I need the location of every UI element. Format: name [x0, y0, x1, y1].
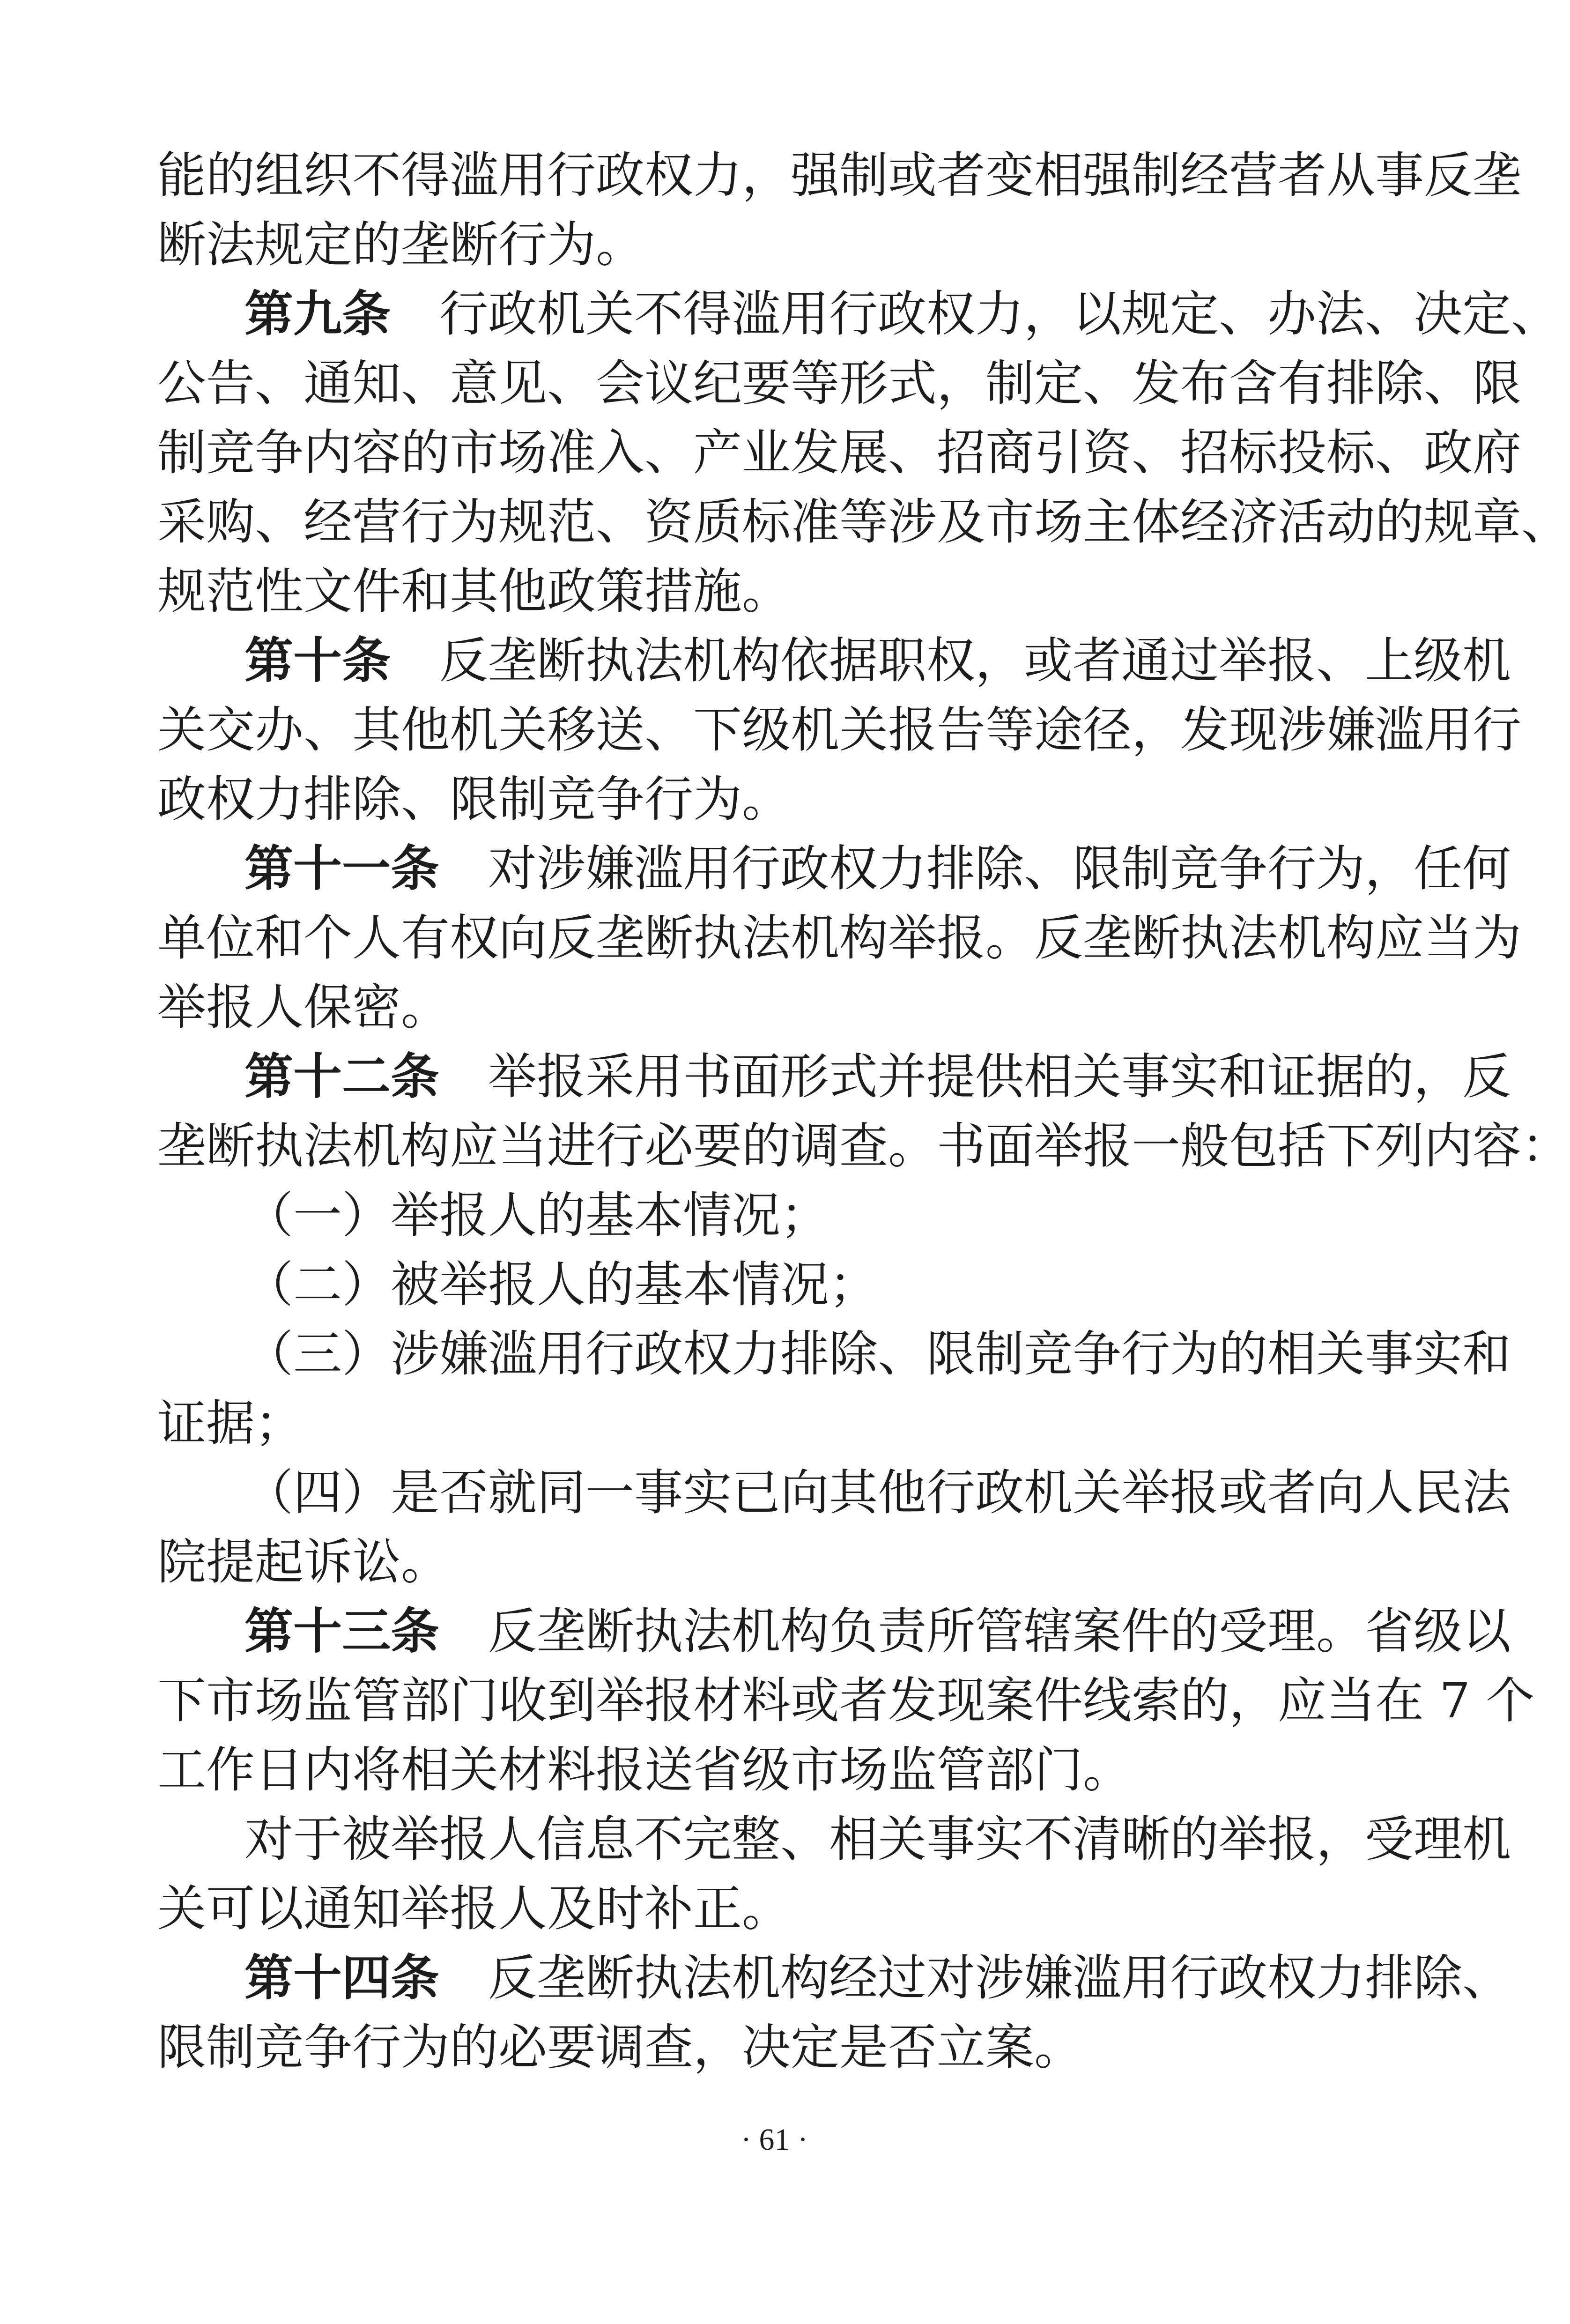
line-text: 下市场监管部门收到举报材料或者发现案件线索的，应当在 7 个	[157, 1672, 1535, 1729]
line-text: 限制竞争行为的必要调查，决定是否立案。	[157, 2019, 1083, 2076]
line-text: 反垄断执法机构负责所管辖案件的受理。省级以	[488, 1603, 1511, 1660]
article-label: 第十三条	[244, 1603, 440, 1660]
text-line	[157, 1319, 1511, 1388]
line-text: 政权力排除、限制竞争行为。	[157, 771, 791, 828]
article-heading-line	[157, 626, 1511, 695]
line-text: 关交办、其他机关移送、下级机关报告等途径，发现涉嫌滥用行	[157, 701, 1522, 758]
text-line	[157, 1666, 1535, 1735]
line-text: 公告、通知、意见、会议纪要等形式，制定、发布含有排除、限	[157, 355, 1522, 412]
text-line	[157, 1735, 1394, 1804]
line-text: 举报采用书面形式并提供相关事实和证据的，反	[488, 1048, 1511, 1105]
line-text: 规范性文件和其他政策措施。	[157, 563, 791, 620]
text-line	[157, 903, 1522, 973]
line-text: 对于被举报人信息不完整、相关事实不清晰的举报，受理机	[244, 1811, 1511, 1868]
article-label: 第十四条	[244, 1949, 440, 2006]
text-line	[157, 1804, 1511, 1874]
text-line	[157, 418, 1522, 487]
line-text: 工作日内将相关材料报送省级市场监管部门。	[157, 1741, 1132, 1798]
line-text: 关可以通知举报人及时补正。	[157, 1880, 791, 1937]
text-line	[157, 1874, 1394, 1943]
article-heading-line	[157, 1943, 1511, 2012]
line-text: 能的组织不得滥用行政权力，强制或者变相强制经营者从事反垄	[157, 147, 1522, 204]
line-text: （四）是否就同一事实已向其他行政机关举报或者向人民法	[244, 1464, 1511, 1521]
article-label: 第十二条	[244, 1048, 440, 1105]
text-line	[157, 141, 1522, 210]
text-line	[157, 487, 1570, 557]
text-line	[157, 2012, 1394, 2082]
line-text: 断法规定的垄断行为。	[157, 216, 645, 273]
line-text: 垄断执法机构应当进行必要的调查。书面举报一般包括下列内容：	[157, 1117, 1570, 1174]
line-text: 证据；	[157, 1395, 304, 1452]
article-heading-line	[157, 834, 1511, 903]
text-line	[157, 1458, 1511, 1527]
line-text: 反垄断执法机构经过对涉嫌滥用行政权力排除、	[488, 1949, 1511, 2006]
text-line	[157, 557, 1394, 626]
article-heading-line	[157, 1042, 1511, 1111]
line-text: 对涉嫌滥用行政权力排除、限制竞争行为，任何	[488, 840, 1511, 897]
line-text: （二）被举报人的基本情况；	[244, 1256, 878, 1313]
text-line	[157, 210, 1394, 279]
text-line	[157, 1111, 1570, 1181]
line-text: （三）涉嫌滥用行政权力排除、限制竞争行为的相关事实和	[244, 1325, 1511, 1382]
text-line	[157, 349, 1522, 418]
text-line	[157, 765, 1394, 834]
article-label: 第十条	[244, 632, 391, 689]
text-line	[157, 695, 1522, 765]
article-heading-line	[157, 279, 1560, 349]
text-line	[157, 1527, 1394, 1596]
body-text	[157, 141, 1570, 2082]
text-line	[157, 1388, 1394, 1458]
text-line	[157, 1181, 1394, 1250]
line-text: 举报人保密。	[157, 979, 450, 1036]
line-text: 制竞争内容的市场准入、产业发展、招商引资、招标投标、政府	[157, 424, 1522, 481]
line-text: 院提起诉讼。	[157, 1533, 450, 1590]
article-label: 第十一条	[244, 840, 440, 897]
page-number: · 61 ·	[741, 2123, 808, 2157]
line-text: 行政机关不得滥用行政权力，以规定、办法、决定、	[439, 285, 1560, 342]
line-text: 反垄断执法机构依据职权，或者通过举报、上级机	[439, 632, 1511, 689]
line-text: （一）举报人的基本情况；	[244, 1187, 829, 1244]
article-heading-line	[157, 1596, 1511, 1666]
text-line	[157, 1250, 1394, 1319]
article-label: 第九条	[244, 285, 391, 342]
line-text: 单位和个人有权向反垄断执法机构举报。反垄断执法机构应当为	[157, 909, 1522, 966]
text-line	[157, 973, 1394, 1042]
line-text: 采购、经营行为规范、资质标准等涉及市场主体经济活动的规章、	[157, 493, 1570, 550]
